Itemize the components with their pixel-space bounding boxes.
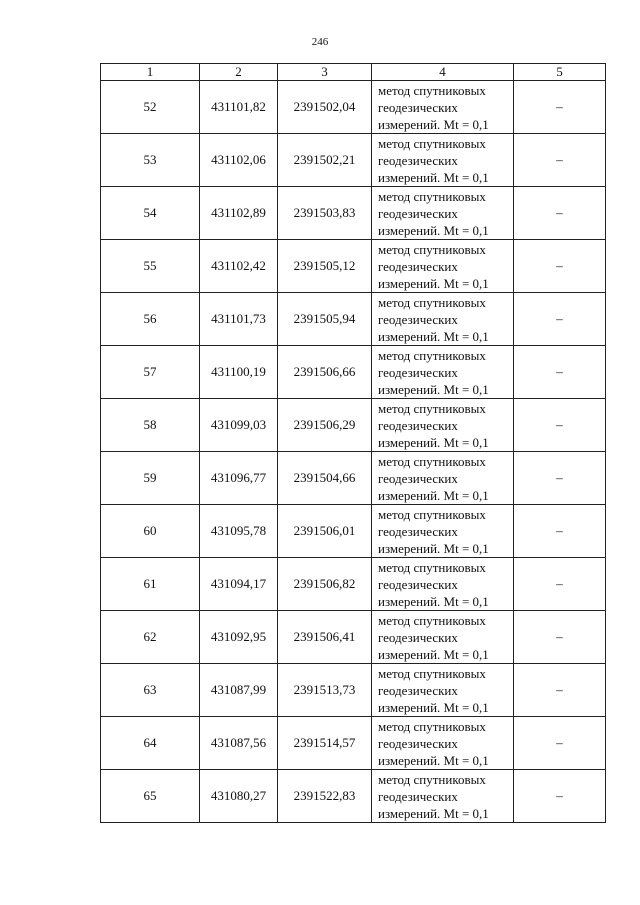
method-cell xyxy=(372,240,514,293)
x-coordinate-cell: 431102,89 xyxy=(200,187,278,240)
header-row xyxy=(101,64,606,81)
x-coordinate-cell: 431094,17 xyxy=(200,558,278,611)
x-coordinate-cell: 431102,42 xyxy=(200,240,278,293)
y-coordinate-cell: 2391514,57 xyxy=(278,717,372,770)
point-number-cell: 54 xyxy=(101,187,200,240)
method-line-2: геодезических xyxy=(378,629,458,645)
x-coordinate-cell: 431099,03 xyxy=(200,399,278,452)
point-number-cell: 53 xyxy=(101,134,200,187)
point-number-cell: 55 xyxy=(101,240,200,293)
method-line-1: метод спутниковых xyxy=(378,347,486,363)
method-cell xyxy=(372,346,514,399)
table-row xyxy=(101,293,606,346)
method-line-2: геодезических xyxy=(378,682,458,698)
method-line-2: геодезических xyxy=(378,152,458,168)
column-5-cell: – xyxy=(514,664,606,717)
method-cell xyxy=(372,81,514,134)
method-line-1: метод спутниковых xyxy=(378,241,486,257)
method-line-3: измерений. Mt = 0,1 xyxy=(378,752,489,768)
method-cell xyxy=(372,770,514,823)
table-row xyxy=(101,452,606,505)
point-number-cell: 59 xyxy=(101,452,200,505)
table-row xyxy=(101,558,606,611)
y-coordinate-cell: 2391513,73 xyxy=(278,664,372,717)
x-coordinate-cell: 431101,82 xyxy=(200,81,278,134)
method-line-2: геодезических xyxy=(378,735,458,751)
column-header-5: 5 xyxy=(514,64,606,81)
method-line-3: измерений. Mt = 0,1 xyxy=(378,381,489,397)
y-coordinate-cell: 2391503,83 xyxy=(278,187,372,240)
method-cell xyxy=(372,187,514,240)
table-body xyxy=(101,81,606,823)
method-line-3: измерений. Mt = 0,1 xyxy=(378,222,489,238)
table-row xyxy=(101,611,606,664)
method-cell xyxy=(372,452,514,505)
table-row xyxy=(101,505,606,558)
method-cell xyxy=(372,664,514,717)
column-header-3: 3 xyxy=(278,64,372,81)
column-5-cell: – xyxy=(514,399,606,452)
y-coordinate-cell: 2391502,04 xyxy=(278,81,372,134)
method-line-3: измерений. Mt = 0,1 xyxy=(378,699,489,715)
method-line-2: геодезических xyxy=(378,364,458,380)
method-line-3: измерений. Mt = 0,1 xyxy=(378,434,489,450)
method-line-1: метод спутниковых xyxy=(378,506,486,522)
method-cell xyxy=(372,293,514,346)
column-5-cell: – xyxy=(514,134,606,187)
method-cell xyxy=(372,558,514,611)
y-coordinate-cell: 2391506,41 xyxy=(278,611,372,664)
method-line-3: измерений. Mt = 0,1 xyxy=(378,169,489,185)
column-5-cell: – xyxy=(514,452,606,505)
y-coordinate-cell: 2391506,82 xyxy=(278,558,372,611)
column-header-4: 4 xyxy=(372,64,514,81)
method-cell xyxy=(372,505,514,558)
point-number-cell: 56 xyxy=(101,293,200,346)
table-row xyxy=(101,134,606,187)
y-coordinate-cell: 2391504,66 xyxy=(278,452,372,505)
y-coordinate-cell: 2391505,12 xyxy=(278,240,372,293)
method-line-2: геодезических xyxy=(378,205,458,221)
table-row xyxy=(101,399,606,452)
y-coordinate-cell: 2391502,21 xyxy=(278,134,372,187)
y-coordinate-cell: 2391522,83 xyxy=(278,770,372,823)
point-number-cell: 60 xyxy=(101,505,200,558)
point-number-cell: 58 xyxy=(101,399,200,452)
point-number-cell: 65 xyxy=(101,770,200,823)
method-line-2: геодезических xyxy=(378,99,458,115)
column-5-cell: – xyxy=(514,293,606,346)
method-line-1: метод спутниковых xyxy=(378,188,486,204)
point-number-cell: 62 xyxy=(101,611,200,664)
method-line-1: метод спутниковых xyxy=(378,400,486,416)
method-line-1: метод спутниковых xyxy=(378,294,486,310)
x-coordinate-cell: 431080,27 xyxy=(200,770,278,823)
method-cell xyxy=(372,399,514,452)
method-line-1: метод спутниковых xyxy=(378,718,486,734)
column-5-cell: – xyxy=(514,505,606,558)
column-5-cell: – xyxy=(514,240,606,293)
method-line-2: геодезических xyxy=(378,523,458,539)
method-line-2: геодезических xyxy=(378,258,458,274)
table-row xyxy=(101,187,606,240)
column-header-1: 1 xyxy=(101,64,200,81)
method-line-3: измерений. Mt = 0,1 xyxy=(378,540,489,556)
method-line-3: измерений. Mt = 0,1 xyxy=(378,487,489,503)
column-5-cell: – xyxy=(514,558,606,611)
method-cell xyxy=(372,134,514,187)
point-number-cell: 61 xyxy=(101,558,200,611)
point-number-cell: 64 xyxy=(101,717,200,770)
page-number: 246 xyxy=(311,36,329,48)
table-row xyxy=(101,346,606,399)
method-line-3: измерений. Mt = 0,1 xyxy=(378,275,489,291)
y-coordinate-cell: 2391506,29 xyxy=(278,399,372,452)
method-line-1: метод спутниковых xyxy=(378,559,486,575)
method-line-2: геодезических xyxy=(378,470,458,486)
column-5-cell: – xyxy=(514,770,606,823)
method-cell xyxy=(372,717,514,770)
table-row xyxy=(101,717,606,770)
table-row xyxy=(101,240,606,293)
x-coordinate-cell: 431100,19 xyxy=(200,346,278,399)
y-coordinate-cell: 2391506,66 xyxy=(278,346,372,399)
column-5-cell: – xyxy=(514,346,606,399)
method-line-3: измерений. Mt = 0,1 xyxy=(378,328,489,344)
x-coordinate-cell: 431092,95 xyxy=(200,611,278,664)
x-coordinate-cell: 431101,73 xyxy=(200,293,278,346)
column-5-cell: – xyxy=(514,717,606,770)
y-coordinate-cell: 2391505,94 xyxy=(278,293,372,346)
point-number-cell: 52 xyxy=(101,81,200,134)
method-cell xyxy=(372,611,514,664)
y-coordinate-cell: 2391506,01 xyxy=(278,505,372,558)
x-coordinate-cell: 431096,77 xyxy=(200,452,278,505)
method-line-3: измерений. Mt = 0,1 xyxy=(378,116,489,132)
column-5-cell: – xyxy=(514,187,606,240)
method-line-3: измерений. Mt = 0,1 xyxy=(378,805,489,821)
x-coordinate-cell: 431102,06 xyxy=(200,134,278,187)
method-line-1: метод спутниковых xyxy=(378,82,486,98)
method-line-1: метод спутниковых xyxy=(378,453,486,469)
table-row xyxy=(101,664,606,717)
table-row xyxy=(101,770,606,823)
method-line-1: метод спутниковых xyxy=(378,612,486,628)
coordinates-table xyxy=(100,63,606,823)
method-line-3: измерений. Mt = 0,1 xyxy=(378,646,489,662)
point-number-cell: 57 xyxy=(101,346,200,399)
column-header-2: 2 xyxy=(200,64,278,81)
method-line-2: геодезических xyxy=(378,576,458,592)
method-line-2: геодезических xyxy=(378,311,458,327)
method-line-1: метод спутниковых xyxy=(378,135,486,151)
method-line-1: метод спутниковых xyxy=(378,665,486,681)
x-coordinate-cell: 431087,99 xyxy=(200,664,278,717)
column-5-cell: – xyxy=(514,81,606,134)
x-coordinate-cell: 431087,56 xyxy=(200,717,278,770)
method-line-2: геодезических xyxy=(378,417,458,433)
table-row xyxy=(101,81,606,134)
method-line-3: измерений. Mt = 0,1 xyxy=(378,593,489,609)
method-line-2: геодезических xyxy=(378,788,458,804)
point-number-cell: 63 xyxy=(101,664,200,717)
column-5-cell: – xyxy=(514,611,606,664)
method-line-1: метод спутниковых xyxy=(378,771,486,787)
x-coordinate-cell: 431095,78 xyxy=(200,505,278,558)
